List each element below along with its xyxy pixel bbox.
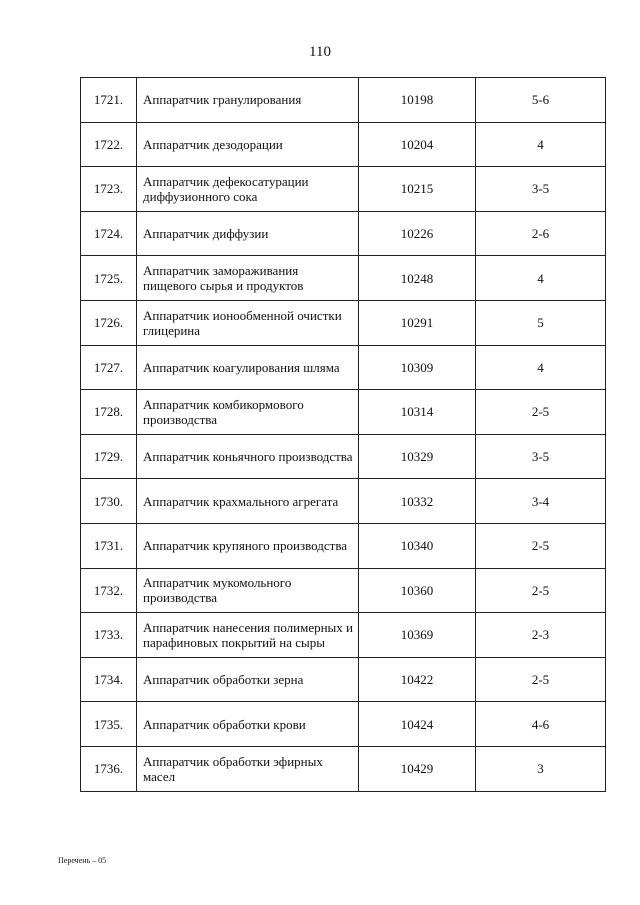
grade-range: 5-6 xyxy=(476,78,606,123)
occupations-table xyxy=(80,77,606,792)
grade-range: 2-3 xyxy=(476,613,606,658)
occupation-code: 10309 xyxy=(359,345,476,390)
row-number: 1733. xyxy=(81,613,137,658)
row-number: 1736. xyxy=(81,746,137,791)
row-number: 1723. xyxy=(81,167,137,212)
row-number: 1722. xyxy=(81,122,137,167)
occupations-table-body xyxy=(81,78,606,792)
row-number: 1728. xyxy=(81,390,137,435)
table-row xyxy=(81,167,606,212)
occupation-code: 10248 xyxy=(359,256,476,301)
occupation-code: 10314 xyxy=(359,390,476,435)
occupation-name: Аппаратчик крупяного производства xyxy=(137,523,359,568)
occupation-code: 10422 xyxy=(359,657,476,702)
occupation-code: 10204 xyxy=(359,122,476,167)
table-row xyxy=(81,300,606,345)
grade-range: 4 xyxy=(476,256,606,301)
occupation-code: 10340 xyxy=(359,523,476,568)
grade-range: 2-5 xyxy=(476,657,606,702)
occupation-code: 10291 xyxy=(359,300,476,345)
table-row xyxy=(81,78,606,123)
occupation-code: 10360 xyxy=(359,568,476,613)
occupation-name: Аппаратчик обработки эфирных масел xyxy=(137,746,359,791)
grade-range: 2-5 xyxy=(476,568,606,613)
grade-range: 2-5 xyxy=(476,390,606,435)
grade-range: 4 xyxy=(476,122,606,167)
occupation-name: Аппаратчик обработки зерна xyxy=(137,657,359,702)
occupation-code: 10215 xyxy=(359,167,476,212)
table-row xyxy=(81,211,606,256)
table-row xyxy=(81,479,606,524)
row-number: 1721. xyxy=(81,78,137,123)
grade-range: 4-6 xyxy=(476,702,606,747)
row-number: 1725. xyxy=(81,256,137,301)
occupation-name: Аппаратчик крахмального агрегата xyxy=(137,479,359,524)
row-number: 1729. xyxy=(81,434,137,479)
occupation-code: 10369 xyxy=(359,613,476,658)
row-number: 1731. xyxy=(81,523,137,568)
occupation-name: Аппаратчик коньячного производства xyxy=(137,434,359,479)
table-row xyxy=(81,523,606,568)
table-row xyxy=(81,746,606,791)
grade-range: 2-5 xyxy=(476,523,606,568)
row-number: 1734. xyxy=(81,657,137,702)
row-number: 1726. xyxy=(81,300,137,345)
occupation-name: Аппаратчик коагулирования шляма xyxy=(137,345,359,390)
occupation-code: 10198 xyxy=(359,78,476,123)
grade-range: 3-4 xyxy=(476,479,606,524)
occupation-name: Аппаратчик дезодорации xyxy=(137,122,359,167)
occupation-code: 10226 xyxy=(359,211,476,256)
row-number: 1727. xyxy=(81,345,137,390)
occupation-name: Аппаратчик мукомольного производства xyxy=(137,568,359,613)
occupation-name: Аппаратчик гранулирования xyxy=(137,78,359,123)
occupation-name: Аппаратчик нанесения полимерных и парафиновых покрытий на сыры xyxy=(137,613,359,658)
occupation-code: 10329 xyxy=(359,434,476,479)
table-row xyxy=(81,390,606,435)
grade-range: 2-6 xyxy=(476,211,606,256)
occupation-name: Аппаратчик дефекосатурации диффузионного сока xyxy=(137,167,359,212)
occupation-name: Аппаратчик обработки крови xyxy=(137,702,359,747)
grade-range: 3 xyxy=(476,746,606,791)
table-row xyxy=(81,434,606,479)
row-number: 1730. xyxy=(81,479,137,524)
table-row xyxy=(81,122,606,167)
occupation-name: Аппаратчик комбикормового производства xyxy=(137,390,359,435)
row-number: 1735. xyxy=(81,702,137,747)
occupation-code: 10429 xyxy=(359,746,476,791)
table-row xyxy=(81,613,606,658)
occupation-name: Аппаратчик ионообменной очистки глицерина xyxy=(137,300,359,345)
grade-range: 3-5 xyxy=(476,167,606,212)
grade-range: 4 xyxy=(476,345,606,390)
row-number: 1732. xyxy=(81,568,137,613)
document-footer: Перечень – 05 xyxy=(58,856,107,865)
occupation-name: Аппаратчик замораживания пищевого сырья и продуктов xyxy=(137,256,359,301)
table-row xyxy=(81,345,606,390)
occupation-code: 10424 xyxy=(359,702,476,747)
page-number: 110 xyxy=(309,44,331,60)
occupation-code: 10332 xyxy=(359,479,476,524)
grade-range: 3-5 xyxy=(476,434,606,479)
table-row xyxy=(81,702,606,747)
grade-range: 5 xyxy=(476,300,606,345)
table-row xyxy=(81,256,606,301)
row-number: 1724. xyxy=(81,211,137,256)
table-row xyxy=(81,568,606,613)
occupation-name: Аппаратчик диффузии xyxy=(137,211,359,256)
table-row xyxy=(81,657,606,702)
